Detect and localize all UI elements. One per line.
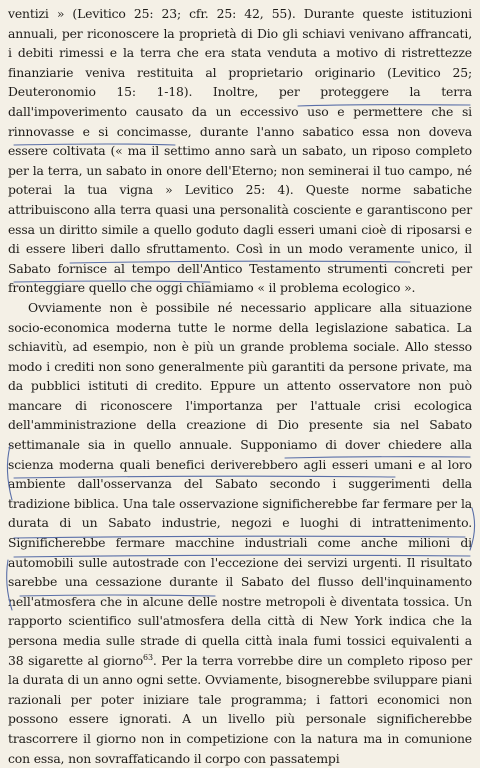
paragraph-1-text: ventizi » (Levitico 25: 23; cfr. 25: 42, 55). Durante queste istituzioni annuali, per riconoscere la proprietà di Dio gli schiavi venivano affrancati, i debiti rimessi e la terra che era stata venduta a motivo di ristrettezze finanziarie veniva restituita al proprietario originario (Levitico 25; Deuteronomio 15: 1-18). Inoltre, per proteggere la terra dall'impoverimento causato da un eccessivo uso e permettere che si rinnovasse e si concimasse, durante l'anno sabatico essa non doveva essere coltivata (« ma il settimo anno sarà un sabato, un riposo completo per la terra, un sabato in onore dell'Eterno; non seminerai il tuo campo, né poterai la tua vigna » Levitico 25: 4). Queste norme sabatiche attribuiscono alla terra quasi una personalità cosciente e garantiscono per essa un diritto simile a quello goduto dagli esseri umani cioè di riposarsi e di essere liberi dallo sfruttamento. Così in un modo veramente unico, il Sabato fornisce al tempo dell'Antico Testamento strumenti concreti per fronteggiare quello che oggi chiamiamo « il problema ecologico ». <box>8 6 472 296</box>
paragraph-2-text: Ovviamente non è possibile né necessario applicare alla situazione socio-economica moderna tutte le norme della legislazione sabatica. La schiavitù, ad esempio, non è più un grande problema sociale. Allo stesso modo i crediti non sono generalmente più garantiti da persone private, ma da pubblici istituti di credito. Eppure un attento osservatore non può mancare di riconoscere l'importanza per l'attuale crisi ecologica dell'amministrazione della creazione di Dio presente sia nel Sabato settimanale sia in quello annuale. Supponiamo di dover chiedere alla scienza moderna quali benefici deriverebbero agli esseri umani e al loro ambiente dall'osservanza del Sabato secondo i suggerimenti della tradizione biblica. Una tale osservazione significherebbe far fermare per la durata di un Sabato industrie, negozi e luoghi di intrattenimento. Significherebbe fermare macchine industriali come anche milioni di automobili sulle autostrade con l'eccezione dei servizi urgenti. Il risultato sarebbe una cessazione durante il Sabato del flusso dell'inquinamento nell'atmosfera che in alcune delle nostre metropoli è diventata tossica. Un rapporto scientifico sull'atmosfera della città di New York indica che la persona media sulle strade di quella città inala fumi tossici equivalenti a 38 sigarette al giorno <box>8 299 472 668</box>
document-page <box>8 4 472 768</box>
paragraph-1 <box>8 4 472 298</box>
footnote-marker: 63 <box>143 652 153 662</box>
paragraph-2-text-continued: . Per la terra vorrebbe dire un completo riposo per la durata di un anno ogni sette. Ovviamente, bisognerebbe sviluppare piani razionali per poter iniziare tale programma; i fattori economici non possono essere ignorati. A un livello più personale significherebbe trascorrere il giorno non in competizione con la natura ma in comunione con essa, non sovraffaticando il corpo con passatempi <box>8 652 472 766</box>
paragraph-2 <box>8 298 472 768</box>
